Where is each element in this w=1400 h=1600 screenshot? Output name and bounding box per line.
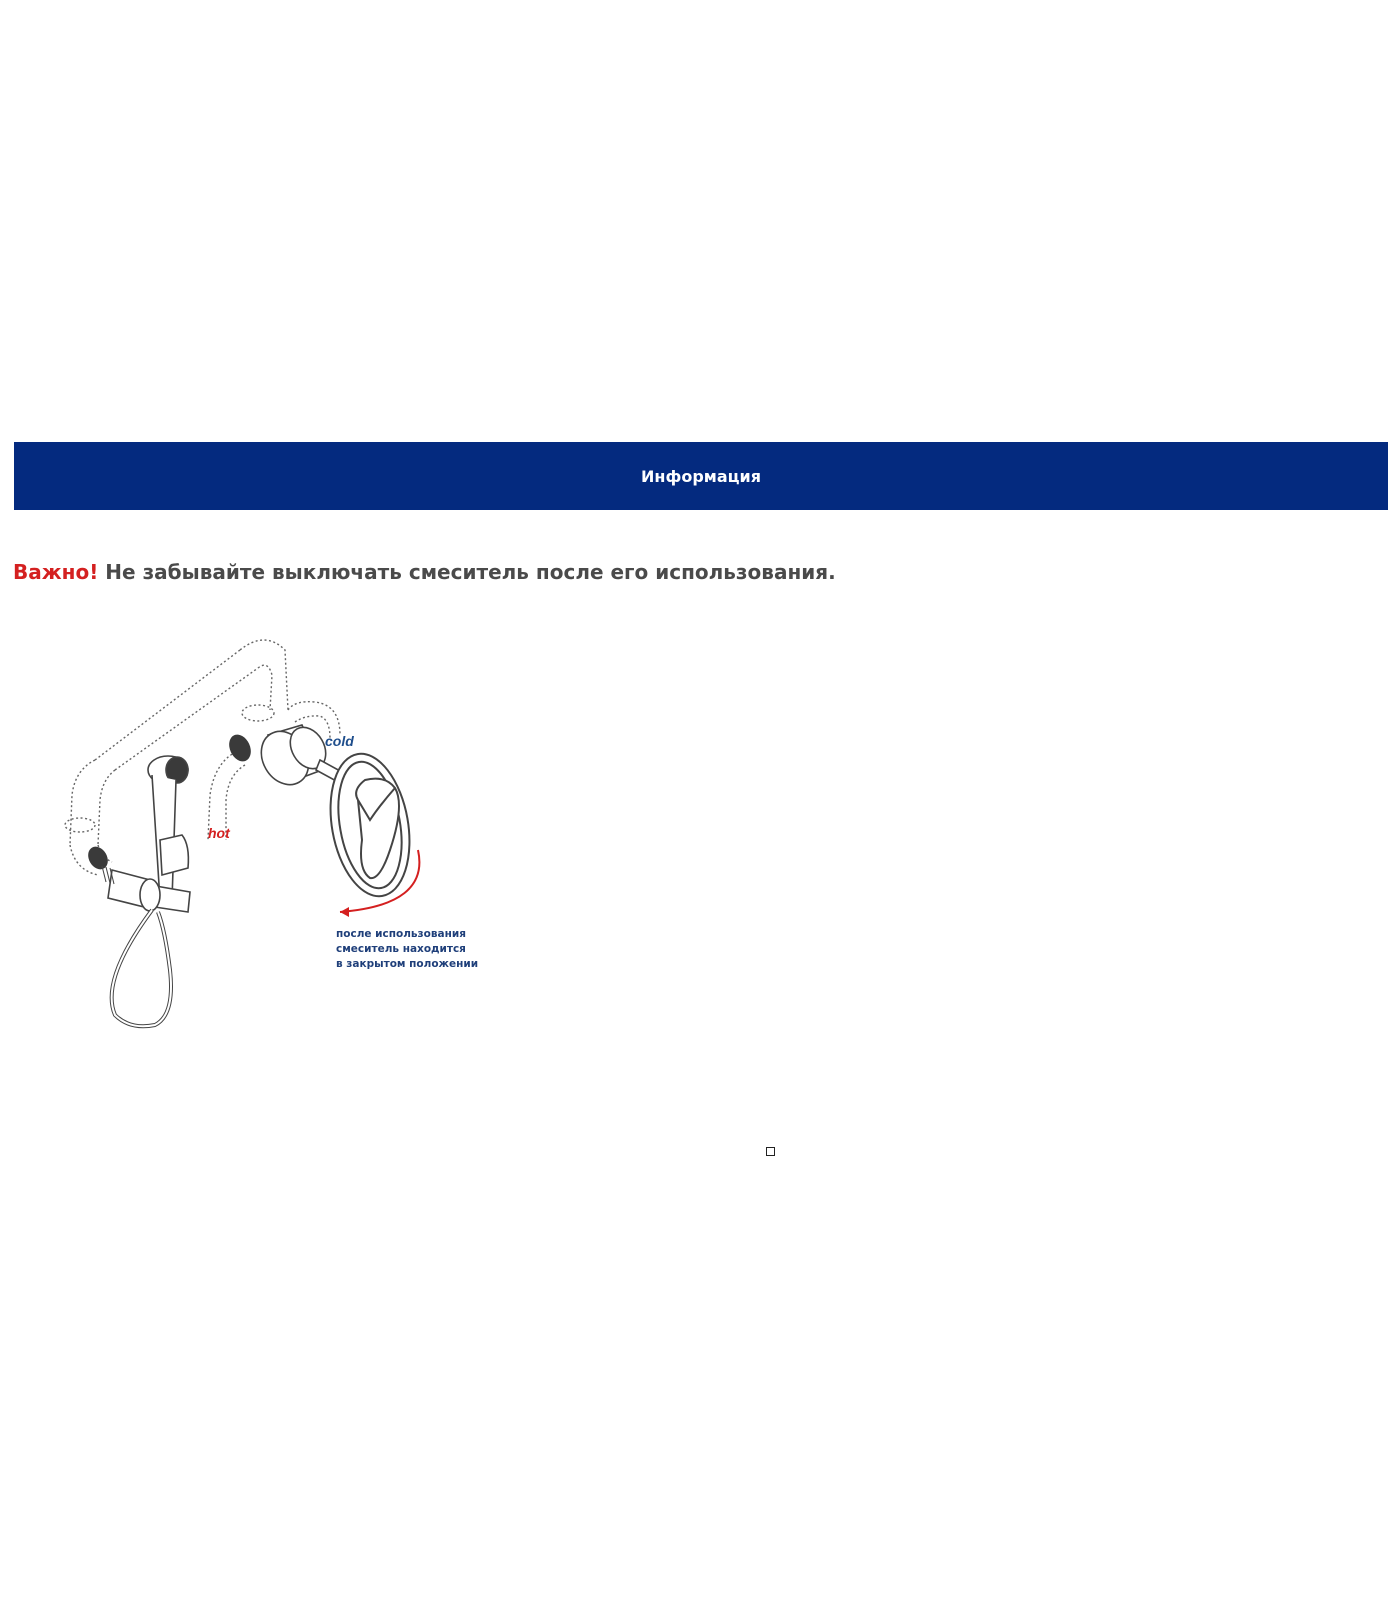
hot-pipe-end (225, 731, 255, 765)
info-header-bar (14, 442, 1388, 510)
checkbox-square-icon (766, 1147, 775, 1156)
mixer-cartridge (252, 721, 342, 793)
mixer-installation-diagram (40, 630, 500, 1050)
caption-line-1: после использования (336, 928, 466, 940)
notice-message: Не забывайте выключать смеситель после его использования. (105, 560, 836, 584)
closing-arrow-head (340, 907, 349, 917)
left-pipe-end (84, 843, 112, 873)
important-notice (13, 560, 836, 584)
important-label: Важно! (13, 560, 99, 584)
cold-label: cold (325, 733, 354, 749)
hot-label: hot (208, 825, 230, 841)
caption-line-2: смеситель находится (336, 943, 466, 955)
bidet-shower (108, 756, 190, 1026)
caption-line-3: в закрытом положении (336, 958, 479, 970)
info-header-title: Информация (641, 466, 761, 486)
